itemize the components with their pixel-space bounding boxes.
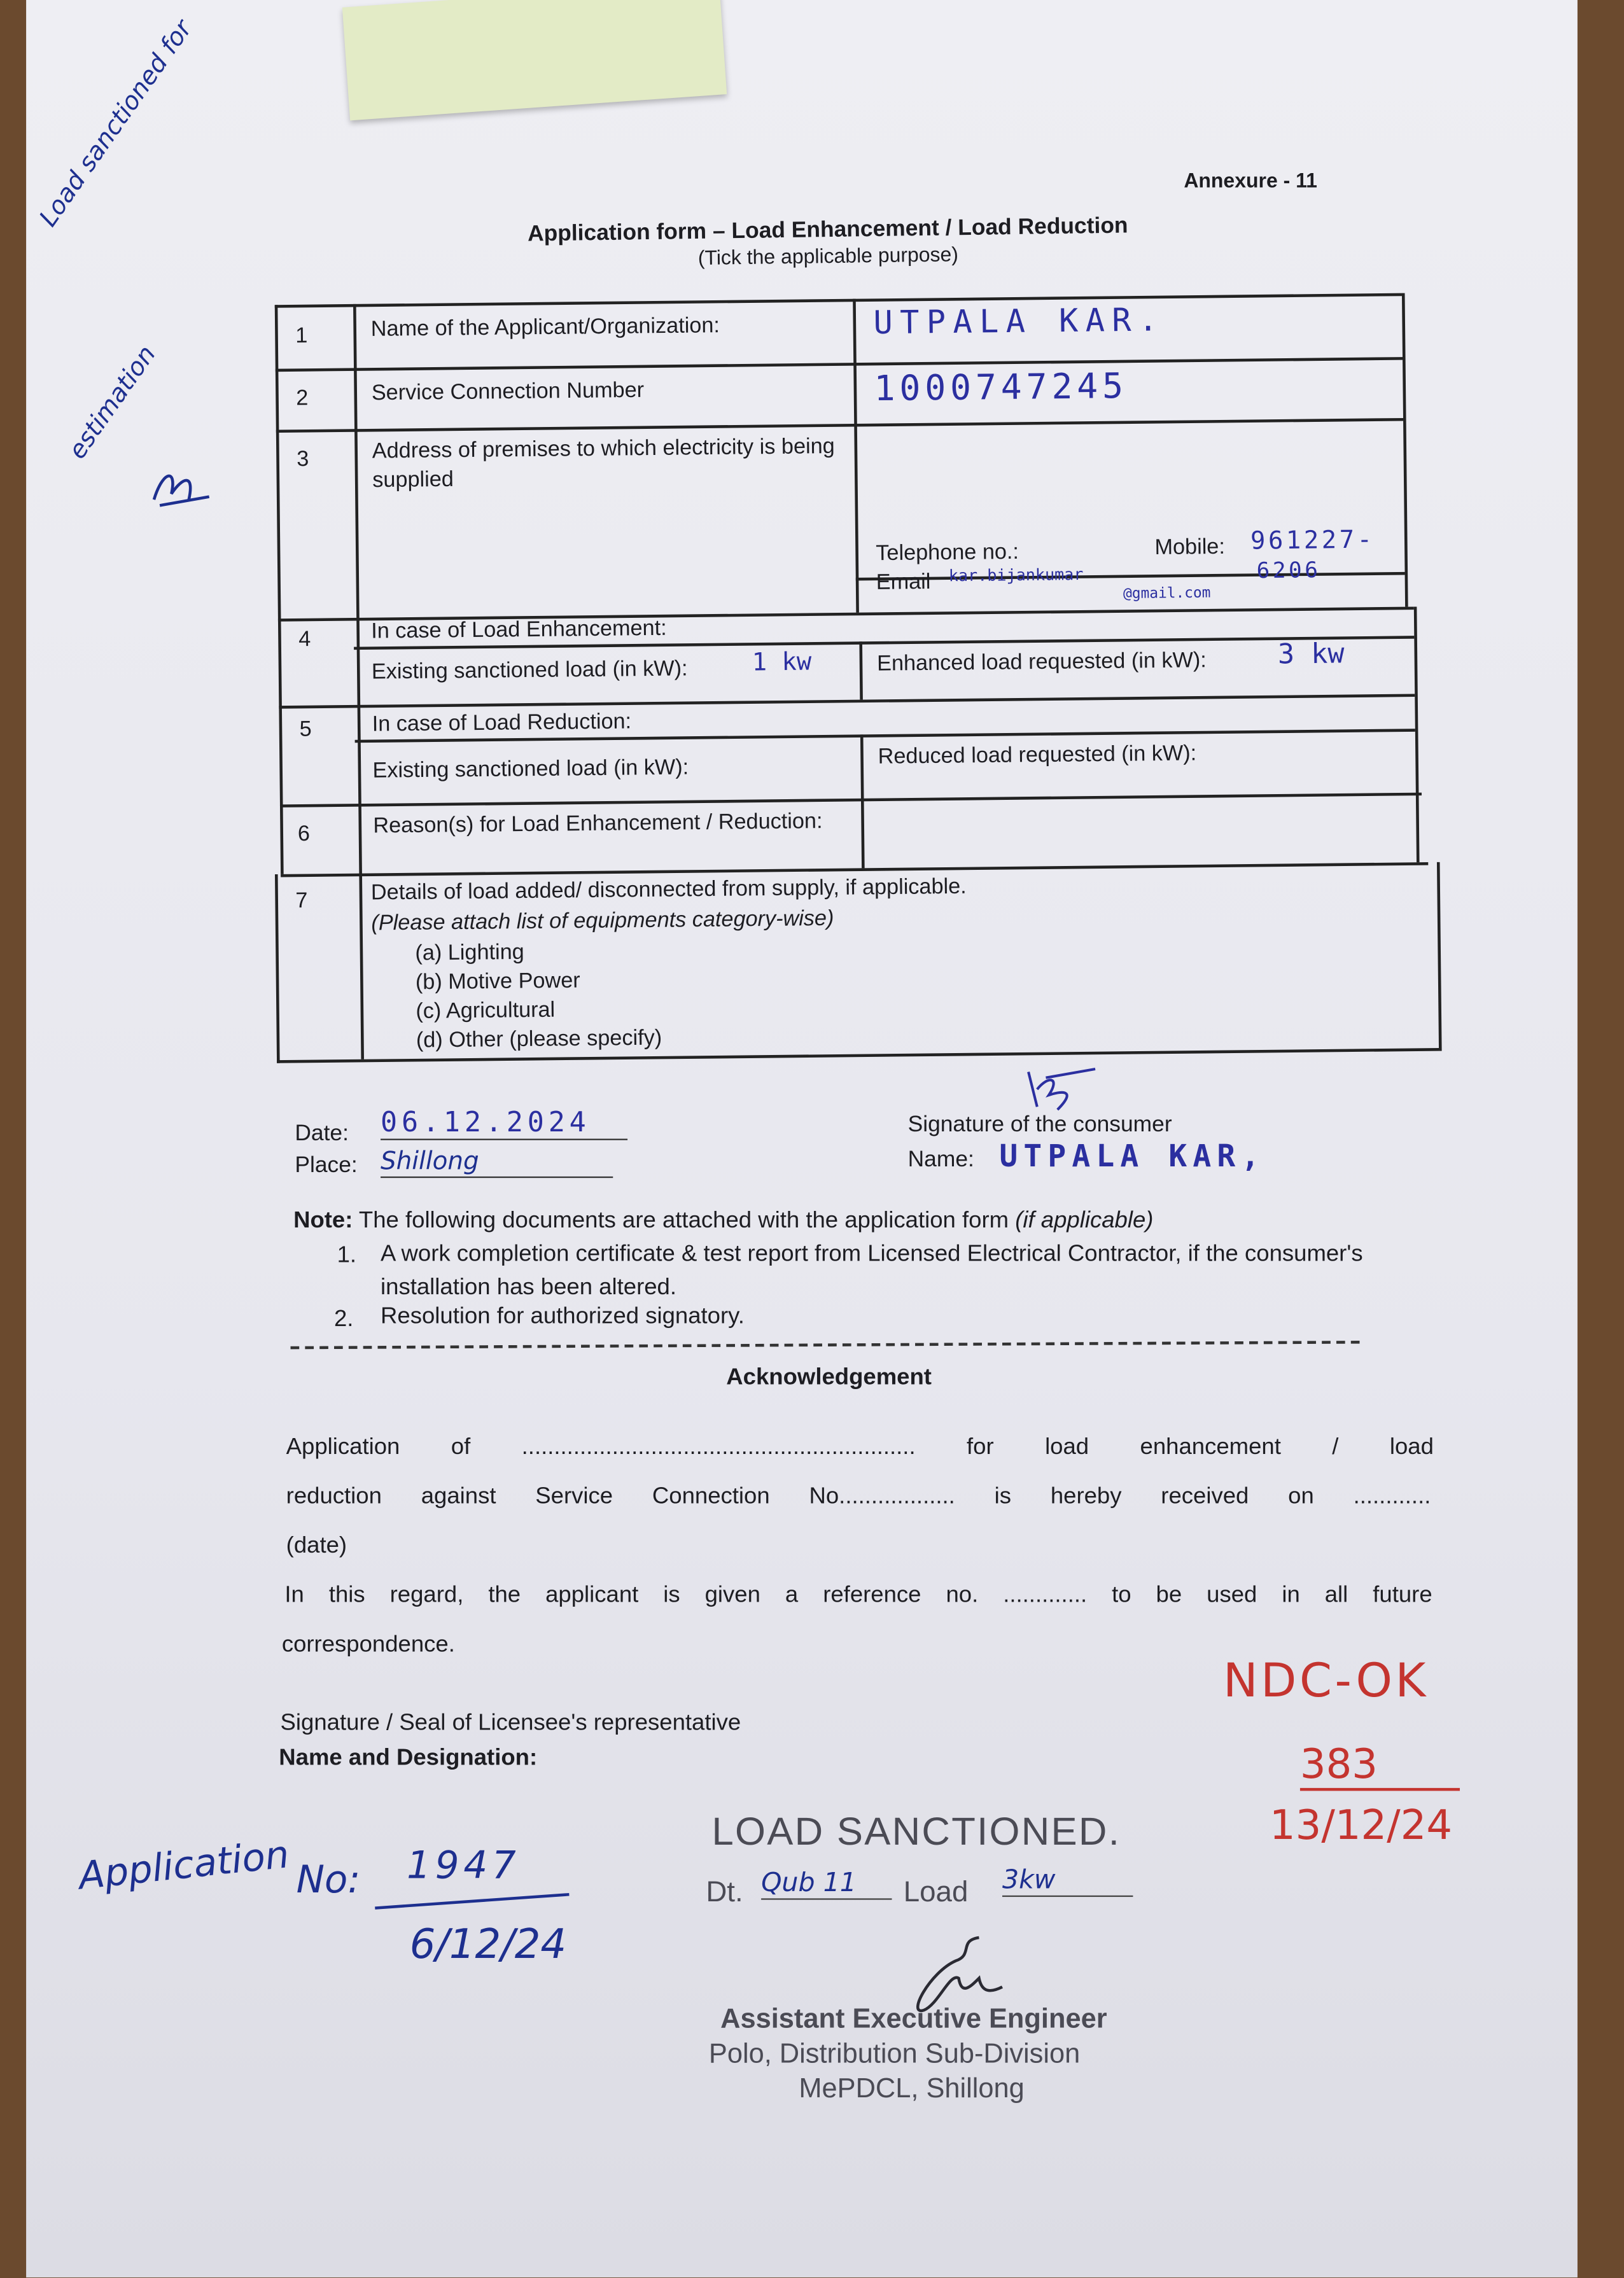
row-4-enhanced-label: Enhanced load requested (in kW):	[876, 648, 1207, 676]
row-4-heading: In case of Load Enhancement:	[371, 616, 667, 644]
row-7-label: Details of load added/ disconnected from supply, if applicable.	[370, 874, 967, 905]
stamp-line-2: Polo, Distribution Sub-Division	[708, 2039, 1081, 2070]
name-label: Name:	[907, 1147, 974, 1173]
application-table	[266, 272, 1442, 1054]
date-label: Date:	[295, 1121, 349, 1146]
row-5-existing-label: Existing sanctioned load (in kW):	[372, 755, 689, 783]
row-5-heading: In case of Load Reduction:	[372, 709, 632, 737]
margin-initials-icon	[145, 462, 218, 512]
existing-load-value: 1 kw	[752, 648, 812, 678]
row-2-number: 2	[296, 386, 309, 411]
annexure-label: Annexure - 11	[1184, 168, 1317, 192]
ack-signature-label: Signature / Seal of Licensee's representative	[280, 1710, 741, 1736]
application-number: 1947	[407, 1844, 521, 1889]
row-7-item: (a) Lighting	[415, 940, 524, 966]
mobile-value: 961227-	[1250, 526, 1375, 557]
row-2-label: Service Connection Number	[371, 378, 645, 406]
row-5-number: 5	[299, 716, 312, 742]
row-1-label: Name of the Applicant/Organization:	[370, 313, 720, 342]
application-label: Application	[76, 1833, 291, 1899]
email-label: Email	[876, 570, 931, 595]
ack-line-3: (date)	[286, 1534, 347, 1559]
consumer-name-value: UTPALA KAR,	[999, 1138, 1266, 1174]
signature-label: Signature of the consumer	[907, 1112, 1172, 1138]
subtitle-text: (Tick the applicable purpose)	[697, 242, 959, 269]
margin-note-1: Load sanctioned for	[34, 15, 199, 233]
row-3-number: 3	[297, 447, 309, 472]
note-item: A work completion certificate & test report from Licensed Electrical Contractor, if the consumer's installation has been altered.	[381, 1241, 1363, 1300]
stamp-title: LOAD SANCTIONED.	[711, 1810, 1121, 1854]
title-text: Application form – Load Enhancement / Load Reduction	[527, 213, 1128, 247]
ack-heading: Acknowledgement	[726, 1365, 932, 1390]
stamp-line-1: Assistant Executive Engineer	[720, 2004, 1107, 2035]
ack-line-5: correspondence.	[281, 1632, 455, 1658]
mobile-value-2: 6206	[1256, 557, 1321, 584]
telephone-label: Telephone no.:	[876, 540, 1019, 566]
ack-line-1: Application of ............................................................. for load enhancement / load	[286, 1435, 1434, 1460]
row-1-number: 1	[295, 323, 308, 349]
stamp-line-3: MePDCL, Shillong	[799, 2074, 1025, 2105]
email-value: kar.bijankumar	[948, 565, 1084, 586]
reference-date: 13/12/24	[1269, 1801, 1453, 1849]
email-value-2: @gmail.com	[1123, 585, 1211, 603]
ack-line-4: In this regard, the applicant is given a reference no. ............. to be used in all future	[284, 1583, 1432, 1608]
row-3-label: Address of premises to which electricity is being supplied	[372, 434, 835, 493]
reference-number: 383	[1300, 1740, 1460, 1791]
application-no-label: No:	[296, 1859, 361, 1903]
row-6-label: Reason(s) for Load Enhancement / Reduction:	[373, 809, 823, 839]
row-5-reduced-label: Reduced load requested (in kW):	[878, 741, 1197, 769]
note-text-italic: (if applicable)	[1015, 1208, 1154, 1233]
service-connection-value: 1000747245	[874, 365, 1128, 409]
application-date: 6/12/24	[409, 1920, 567, 1968]
ack-line-2: reduction against Service Connection No.................. is hereby received on ............	[286, 1484, 1431, 1509]
note-label: Note:	[293, 1208, 353, 1233]
row-7-note: (Please attach list of equipments category-wise)	[371, 906, 834, 936]
note-item: Resolution for authorized signatory.	[381, 1304, 745, 1329]
applicant-name-value: UTPALA KAR.	[873, 302, 1165, 342]
note-text: The following documents are attached with the application form	[358, 1208, 1009, 1233]
enhanced-load-value: 3 kw	[1277, 638, 1345, 671]
note-item-number: 2.	[333, 1307, 354, 1332]
row-6-number: 6	[297, 821, 311, 847]
stamp-load-value: 3kw	[1002, 1865, 1133, 1897]
note-item-number: 1.	[337, 1243, 357, 1268]
row-7-item: (b) Motive Power	[415, 968, 580, 995]
place-value: Shillong	[381, 1147, 613, 1178]
ack-name-label: Name and Designation:	[279, 1745, 538, 1771]
mobile-label: Mobile:	[1154, 535, 1226, 561]
margin-note-2: estimation	[63, 340, 163, 465]
stamp-load-label: Load	[903, 1876, 969, 1909]
note-block	[293, 1208, 1397, 1234]
row-7-number: 7	[295, 888, 308, 914]
stamp-dt-label: Dt.	[706, 1876, 743, 1909]
row-4-existing-label: Existing sanctioned load (in kW):	[371, 656, 688, 685]
row-7-item: (d) Other (please specify)	[416, 1025, 662, 1053]
ndc-note: NDC-OK	[1222, 1653, 1429, 1708]
place-label: Place:	[295, 1153, 358, 1178]
row-7-item: (c) Agricultural	[416, 998, 556, 1024]
date-value: 06.12.2024	[381, 1107, 627, 1140]
row-4-number: 4	[298, 627, 311, 652]
stamp-dt-value: Qub 11	[761, 1868, 892, 1899]
